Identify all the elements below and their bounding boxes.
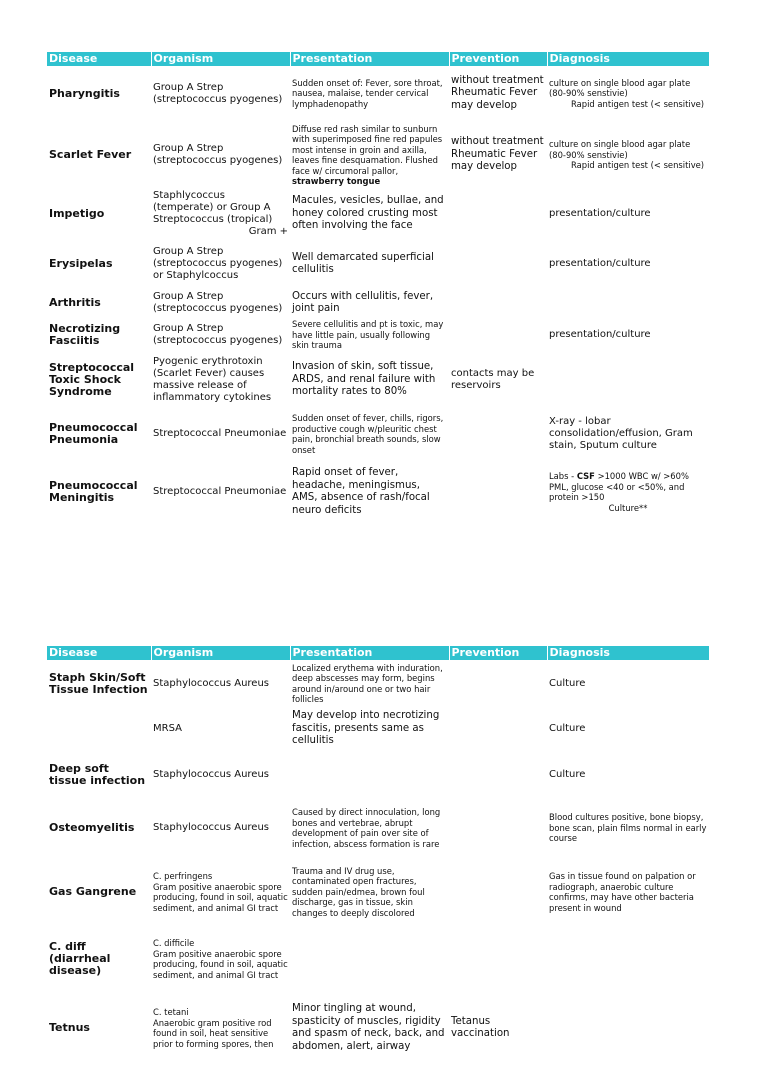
diagnosis-text: >1000 WBC w/ >60% PML, glucose <40 or <50%, and protein >150 <box>549 471 689 502</box>
organism-text: Gram positive anaerobic spore producing, found in soil, aquatic sediment, and animal GI tract <box>153 948 288 980</box>
table-row <box>47 799 709 857</box>
prevention-cell <box>449 927 547 991</box>
presentation-cell: Localized erythema with induration, deep abscesses may form, begins around in/around one or two hair follicles <box>292 662 443 704</box>
prevention-cell <box>449 660 547 707</box>
organism-cell: Streptococcal Pneumoniae <box>153 428 287 439</box>
header-organism: Organism <box>151 646 290 660</box>
organism-cell <box>151 991 290 1065</box>
header-disease: Disease <box>47 646 151 660</box>
disease-cell: C. diff (diarrheal disease) <box>49 940 111 977</box>
table-row <box>47 66 709 121</box>
organism-cell: Streptococcal Pneumoniae <box>153 486 287 497</box>
disease-cell: Necrotizing Fasciitis <box>49 322 121 347</box>
prevention-cell <box>449 751 547 799</box>
disease-cell: Erysipelas <box>49 257 113 270</box>
header-prevention: Prevention <box>449 52 547 66</box>
diagnosis-cell: X-ray - lobar consolidation/effusion, Gram stain, Sputum culture <box>549 416 693 451</box>
table-row <box>47 407 709 461</box>
diagnosis-line: Rapid antigen test (< sensitive) <box>571 160 705 171</box>
presentation-cell: Well demarcated superficial cellulitis <box>292 251 434 275</box>
organism-cell: MRSA <box>153 723 182 734</box>
diagnosis-emphasis: CSF <box>576 471 595 481</box>
header-disease: Disease <box>47 52 151 66</box>
diagnosis-cell <box>547 289 709 317</box>
header-presentation: Presentation <box>290 646 449 660</box>
diagnosis-cell <box>547 927 709 991</box>
table-header-row <box>47 52 709 66</box>
table-row <box>47 239 709 289</box>
disease-cell: Pneumococcal Meningitis <box>49 479 138 504</box>
disease-table-1 <box>47 52 710 523</box>
table-row <box>47 461 709 523</box>
diagnosis-cell: presentation/culture <box>549 258 651 269</box>
prevention-cell: Tetanus vaccination <box>451 1015 510 1039</box>
organism-text: Gram positive anaerobic spore producing, found in soil, aquatic sediment, and animal GI tract <box>153 881 288 913</box>
table-row <box>47 857 709 927</box>
diagnosis-cell <box>547 991 709 1065</box>
presentation-cell: Severe cellulitis and pt is toxic, may have little pain, usually following skin trauma <box>292 319 444 351</box>
presentation-text: Diffuse red rash similar to sunburn with superimposed fine red papules most intense in groin and axilla, leaves fine desquamation. Flushed face w/ circumoral pallor, <box>292 123 443 176</box>
header-organism: Organism <box>151 52 290 66</box>
table-row <box>47 660 709 707</box>
disease-cell: Pneumococcal Pneumonia <box>49 421 138 446</box>
table-row <box>47 189 709 239</box>
organism-name: C. perfringens <box>153 871 213 881</box>
table-row <box>47 927 709 991</box>
organism-cell: Group A Strep (streptococcus pyogenes) <box>153 81 283 105</box>
organism-name: C. difficile <box>153 938 195 948</box>
prevention-cell <box>449 317 547 353</box>
prevention-cell <box>449 799 547 857</box>
table-row <box>47 353 709 407</box>
disease-cell: Gas Gangrene <box>49 885 137 898</box>
organism-cell: Group A Strep (streptococcus pyogenes) <box>153 291 283 314</box>
prevention-cell <box>449 707 547 751</box>
organism-cell: Staphylococcus Aureus <box>153 677 270 689</box>
presentation-cell: May develop into necrotizing fascitis, presents same as cellulitis <box>292 710 440 747</box>
diagnosis-cell: Gas in tissue found on palpation or radiograph, anaerobic culture confirms, may have other bacteria present in wound <box>549 871 696 913</box>
table-row <box>47 121 709 189</box>
disease-cell: Tetnus <box>49 1021 90 1034</box>
disease-cell: Impetigo <box>49 207 105 220</box>
presentation-cell: Sudden onset of fever, chills, rigors, productive cough w/pleuritic chest pain, bronchial breath sounds, slow onset <box>292 413 444 455</box>
organism-name: C. tetani <box>153 1007 189 1017</box>
presentation-cell <box>290 121 449 189</box>
disease-cell: Deep soft tissue infection <box>49 762 146 787</box>
organism-cell: Staphylococcus Aureus <box>153 822 270 833</box>
diagnosis-cell: presentation/culture <box>549 208 651 219</box>
prevention-cell: without treatment Rheumatic Fever may develop <box>451 136 544 173</box>
diagnosis-cell <box>547 353 709 407</box>
organism-gram: Gram + <box>248 226 288 237</box>
header-diagnosis: Diagnosis <box>547 52 709 66</box>
presentation-cell: Trauma and IV drug use, contaminated open fractures, sudden pain/edmea, brown foul discharge, gas in tissue, skin changes to deeply discolored <box>292 865 425 918</box>
diagnosis-line: culture on single blood agar plate (80-90% senstivie) <box>549 77 691 99</box>
disease-cell: Arthritis <box>49 296 101 309</box>
diagnosis-cell: presentation/culture <box>549 329 651 340</box>
presentation-cell: Occurs with cellulitis, fever, joint pain <box>292 290 434 314</box>
organism-cell: Group A Strep (streptococcus pyogenes) or Staphylcoccus <box>153 246 283 281</box>
table-row <box>47 991 709 1065</box>
disease-cell: Scarlet Fever <box>49 148 132 161</box>
diagnosis-cell: Culture <box>549 677 586 689</box>
presentation-cell: Minor tingling at wound, spasticity of muscles, rigidity and spasm of neck, back, and abdomen, alert, airway <box>292 1003 445 1052</box>
presentation-cell <box>290 927 449 991</box>
organism-cell: Group A Strep (streptococcus pyogenes) <box>153 323 283 346</box>
diagnosis-cell <box>547 66 709 121</box>
organism-text: Staphlycoccus (temperate) or Group A Streptococcus (tropical) <box>153 190 273 225</box>
header-presentation: Presentation <box>290 52 449 66</box>
diagnosis-cell <box>547 121 709 189</box>
table-row <box>47 707 709 751</box>
diagnosis-cell: Culture <box>549 723 586 734</box>
organism-cell <box>151 927 290 991</box>
disease-cell: Osteomyelitis <box>49 821 135 834</box>
presentation-cell: Rapid onset of fever, headache, meningismus, AMS, absence of rash/focal neuro deficits <box>292 467 430 516</box>
organism-cell: Staphylococcus Aureus <box>153 769 270 780</box>
header-diagnosis: Diagnosis <box>547 646 709 660</box>
organism-cell <box>151 857 290 927</box>
prevention-cell: without treatment Rheumatic Fever may develop <box>451 74 544 111</box>
header-prevention: Prevention <box>449 646 547 660</box>
presentation-emphasis: strawberry tongue <box>292 176 381 186</box>
table-row <box>47 289 709 317</box>
diagnosis-line: Rapid antigen test (< sensitive) <box>571 98 705 109</box>
disease-cell: Pharyngitis <box>49 86 120 100</box>
disease-table-2 <box>47 646 710 1065</box>
presentation-cell: Caused by direct innoculation, long bones and vertebrae, abrupt development of pain over site of infection, abscess formation is rare <box>292 807 441 849</box>
organism-cell: Group A Strep (streptococcus pyogenes) <box>153 143 283 166</box>
prevention-cell <box>449 189 547 239</box>
diagnosis-cell: Blood cultures positive, bone biopsy, bone scan, plain films normal in early course <box>549 812 707 844</box>
disease-cell: Staph Skin/Soft Tissue Infection <box>49 670 148 696</box>
presentation-cell: Sudden onset of: Fever, sore throat, nausea, malaise, tender cervical lymphadenopathy <box>292 77 443 109</box>
prevention-cell <box>449 289 547 317</box>
prevention-cell <box>449 857 547 927</box>
organism-cell <box>151 189 290 239</box>
organism-cell: Pyogenic erythrotoxin (Scarlet Fever) causes massive release of inflammatory cytokines <box>153 356 272 403</box>
diagnosis-label: Labs - <box>549 471 575 481</box>
table-header-row <box>47 646 709 660</box>
prevention-cell: contacts may be reservoirs <box>451 368 535 391</box>
diagnosis-line: Culture** <box>608 502 648 513</box>
disease-cell: Streptococcal Toxic Shock Syndrome <box>49 361 135 398</box>
presentation-cell <box>290 751 449 799</box>
prevention-cell <box>449 407 547 461</box>
diagnosis-cell: Culture <box>549 769 586 780</box>
presentation-cell: Invasion of skin, soft tissue, ARDS, and renal failure with mortality rates to 80% <box>292 361 436 398</box>
prevention-cell <box>449 239 547 289</box>
diagnosis-cell <box>547 461 709 523</box>
presentation-cell: Macules, vesicles, bullae, and honey colored crusting most often involving the face <box>292 195 444 232</box>
table-row <box>47 317 709 353</box>
diagnosis-line: culture on single blood agar plate (80-90% senstivie) <box>549 139 691 160</box>
table-row <box>47 751 709 799</box>
prevention-cell <box>449 461 547 523</box>
organism-text: Anaerobic gram positive rod found in soil, heat sensitive prior to forming spores, then <box>153 1017 274 1049</box>
disease-cell <box>47 707 151 751</box>
